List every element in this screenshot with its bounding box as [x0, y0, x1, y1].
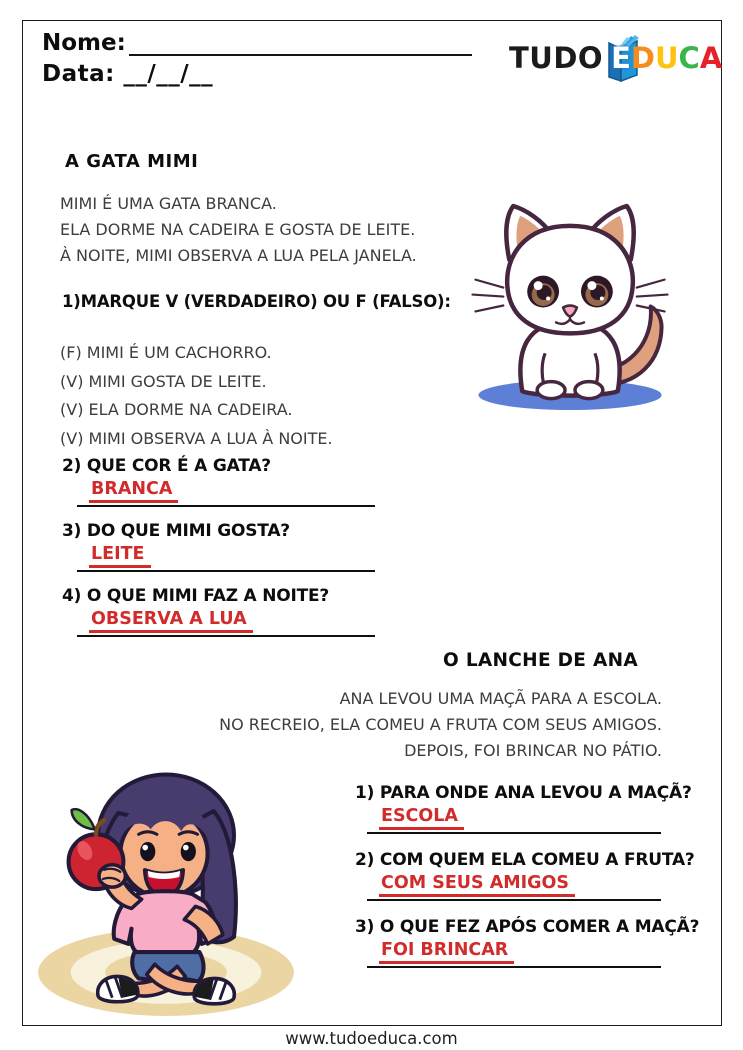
vf-item: (V) MIMI GOSTA DE LEITE.	[60, 371, 267, 391]
answer-blank-line	[77, 478, 375, 507]
paragraph-line: À NOITE, MIMI OBSERVA A LUA PELA JANELA.	[60, 246, 417, 265]
date-label: Data:	[42, 61, 115, 87]
answer-blank-line	[77, 608, 375, 637]
header	[42, 30, 472, 87]
answer-text: BRANCA	[89, 480, 178, 503]
paragraph-line: ELA DORME NA CADEIRA E GOSTA DE LEITE.	[60, 220, 416, 239]
answer-text: ESCOLA	[379, 807, 464, 830]
true-false-list	[60, 339, 333, 453]
date-field-row	[42, 61, 472, 87]
tudoeduca-logo	[509, 33, 722, 83]
question-label: 1) PARA ONDE ANA LEVOU A MAÇÃ?	[355, 783, 692, 803]
logo-letter-e: E	[611, 41, 631, 75]
cat-illustration	[466, 200, 680, 414]
name-blank-line	[129, 30, 472, 56]
answer-blank-line	[77, 543, 375, 572]
question-label: 2) QUE COR É A GATA?	[62, 456, 271, 476]
question-block	[62, 586, 375, 637]
girl-with-apple-illustration	[33, 742, 299, 1018]
answer-text: FOI BRINCAR	[379, 941, 514, 964]
footer-url: www.tudoeduca.com	[285, 1029, 458, 1048]
paragraph-line: ANA LEVOU UMA MAÇÃ PARA A ESCOLA.	[339, 689, 662, 708]
question-block	[62, 456, 375, 507]
question-label: 2) COM QUEM ELA COMEU A FRUTA?	[355, 850, 695, 870]
question-label: 4) O QUE MIMI FAZ A NOITE?	[62, 586, 330, 606]
logo-letter-a: A	[699, 41, 723, 75]
answer-blank-line	[367, 939, 661, 968]
answer-text: LEITE	[89, 545, 151, 568]
date-blank-line: __/__/__	[123, 61, 214, 87]
logo-letter-d: D	[630, 41, 655, 75]
question-block	[62, 521, 375, 572]
question-block	[355, 850, 695, 901]
logo-letter-u: U	[654, 41, 679, 75]
section1-title: A GATA MIMI	[65, 151, 199, 172]
answer-text: OBSERVA A LUA	[89, 610, 253, 633]
answer-blank-line	[367, 872, 661, 901]
vf-item: (F) MIMI É UM CACHORRO.	[60, 343, 272, 362]
paragraph-line: DEPOIS, FOI BRINCAR NO PÁTIO.	[404, 741, 662, 760]
question-block	[355, 783, 692, 834]
name-field-row	[42, 30, 472, 56]
answer-blank-line	[367, 805, 661, 834]
question-block	[355, 917, 699, 968]
vf-item: (V) ELA DORME NA CADEIRA.	[60, 400, 293, 419]
name-label: Nome:	[42, 30, 126, 56]
section1-paragraph	[60, 191, 417, 269]
answer-text: COM SEUS AMIGOS	[379, 874, 575, 897]
vf-item: (V) MIMI OBSERVA A LUA À NOITE.	[60, 428, 333, 448]
paragraph-line: MIMI É UMA GATA BRANCA.	[60, 194, 277, 213]
logo-letter-c: C	[678, 41, 700, 75]
paragraph-line: NO RECREIO, ELA COMEU A FRUTA COM SEUS AMIGOS.	[219, 715, 662, 734]
question-label: 3) O QUE FEZ APÓS COMER A MAÇÃ?	[355, 917, 700, 937]
section1-q1-heading: 1)MARQUE V (VERDADEIRO) OU F (FALSO):	[62, 292, 451, 311]
question-label: 3) DO QUE MIMI GOSTA?	[62, 521, 290, 541]
logo-text-tudo: TUDO	[509, 41, 604, 75]
section2-title: O LANCHE DE ANA	[443, 650, 638, 671]
